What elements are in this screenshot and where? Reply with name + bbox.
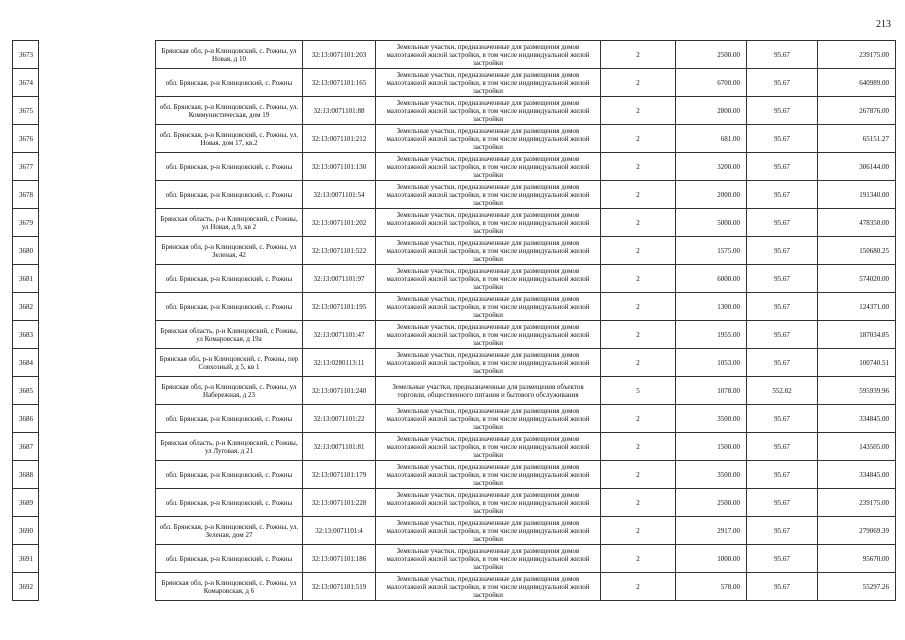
cell-cadastral-value: 595939.96 [818,377,896,405]
cell-row-number: 3682 [13,293,39,321]
cell-cadastral-number: 32:13:0071101:81 [303,433,376,461]
cell-cadastral-value: 124371.00 [818,293,896,321]
cell-row-number: 3681 [13,265,39,293]
cell-area: 6700.00 [676,69,747,97]
cell-row-number: 3690 [13,517,39,545]
cell-permitted-use: Земельные участки, предназначенные для размещения объектов торговли, общественного питания и бытового обслуживания [376,377,601,405]
cell-specific-value: 95.67 [747,125,818,153]
cell-blank [39,237,156,265]
cell-row-number: 3687 [13,433,39,461]
cell-use-group: 2 [601,293,676,321]
page-number: 213 [876,19,891,30]
cell-row-number: 3685 [13,377,39,405]
cell-row-number: 3686 [13,405,39,433]
cell-permitted-use: Земельные участки, предназначенные для размещения домов малоэтажной жилой застройки, в том числе индивидуальной жилой застройки [376,433,601,461]
cell-use-group: 2 [601,321,676,349]
cell-area: 2500.00 [676,41,747,69]
cell-row-number: 3692 [13,573,39,601]
cell-permitted-use: Земельные участки, предназначенные для размещения домов малоэтажной жилой застройки, в том числе индивидуальной жилой застройки [376,349,601,377]
cell-use-group: 2 [601,125,676,153]
cell-address: Брянская обл, р-н Клинцовский, с. Рожны, пер Совхозный, д 5, кв 1 [156,349,303,377]
table-row [13,377,896,405]
cell-blank [39,433,156,461]
cell-row-number: 3680 [13,237,39,265]
cell-use-group: 5 [601,377,676,405]
cell-use-group: 2 [601,41,676,69]
cell-cadastral-value: 187034.85 [818,321,896,349]
cell-permitted-use: Земельные участки, предназначенные для размещения домов малоэтажной жилой застройки, в том числе индивидуальной жилой застройки [376,209,601,237]
cell-cadastral-number: 32:13:0280113:11 [303,349,376,377]
cell-cadastral-number: 32:13:0071101:88 [303,97,376,125]
table-row [13,573,896,601]
cell-blank [39,41,156,69]
cell-cadastral-number: 32:13:0071101:186 [303,545,376,573]
cell-cadastral-number: 32:13:0071101:203 [303,41,376,69]
cell-cadastral-number: 32:13:0071101:47 [303,321,376,349]
cell-use-group: 2 [601,97,676,125]
cell-cadastral-value: 55297.26 [818,573,896,601]
cell-address: Брянская область, р-н Клинцовский, с Рожны, ул Новая, д 9, кв 2 [156,209,303,237]
table-row [13,265,896,293]
cell-use-group: 2 [601,181,676,209]
cell-use-group: 2 [601,433,676,461]
cell-permitted-use: Земельные участки, предназначенные для размещения домов малоэтажной жилой застройки, в том числе индивидуальной жилой застройки [376,153,601,181]
cell-address: обл. Брянская, р-н Клинцовский, с. Рожны [156,545,303,573]
table-row [13,69,896,97]
cell-specific-value: 95.67 [747,181,818,209]
cell-cadastral-number: 32:13:0071101:165 [303,69,376,97]
cell-use-group: 2 [601,461,676,489]
cell-address: обл. Брянская, р-н Клинцовский, с. Рожны, ул. Новая, дом 17, кв.2 [156,125,303,153]
table-row [13,41,896,69]
cell-permitted-use: Земельные участки, предназначенные для размещения домов малоэтажной жилой застройки, в том числе индивидуальной жилой застройки [376,181,601,209]
cell-specific-value: 95.67 [747,237,818,265]
cell-cadastral-value: 279069.39 [818,517,896,545]
cell-specific-value: 95.67 [747,69,818,97]
cell-specific-value: 95.67 [747,153,818,181]
table-row [13,461,896,489]
cell-row-number: 3676 [13,125,39,153]
cell-address: обл. Брянская, р-н Клинцовский, с. Рожны [156,153,303,181]
cell-blank [39,349,156,377]
cell-cadastral-value: 100740.51 [818,349,896,377]
cell-use-group: 2 [601,209,676,237]
cell-specific-value: 95.67 [747,321,818,349]
cell-cadastral-number: 32:13:0071101:202 [303,209,376,237]
cell-specific-value: 95.67 [747,517,818,545]
cell-cadastral-number: 32:13:0071101:54 [303,181,376,209]
cell-specific-value: 552.82 [747,377,818,405]
table-row [13,293,896,321]
table-row [13,97,896,125]
cell-cadastral-number: 32:13:0071101:522 [303,237,376,265]
cell-blank [39,545,156,573]
cell-specific-value: 95.67 [747,209,818,237]
cell-area: 1500.00 [676,433,747,461]
cell-cadastral-value: 143505.00 [818,433,896,461]
cell-specific-value: 95.67 [747,545,818,573]
cell-row-number: 3673 [13,41,39,69]
cell-permitted-use: Земельные участки, предназначенные для размещения домов малоэтажной жилой застройки, в том числе индивидуальной жилой застройки [376,69,601,97]
cell-specific-value: 95.67 [747,97,818,125]
cell-row-number: 3684 [13,349,39,377]
cell-address: обл. Брянская, р-н Клинцовский, с. Рожны [156,265,303,293]
cell-cadastral-number: 32:13:0071101:179 [303,461,376,489]
cell-cadastral-value: 65151.27 [818,125,896,153]
cell-blank [39,69,156,97]
cell-specific-value: 95.67 [747,293,818,321]
cell-use-group: 2 [601,489,676,517]
table-row [13,237,896,265]
table-row [13,405,896,433]
cell-cadastral-number: 32:13:0071101:228 [303,489,376,517]
cell-cadastral-value: 95670.00 [818,545,896,573]
cell-cadastral-number: 32:13:0071101:212 [303,125,376,153]
cell-cadastral-value: 478350.00 [818,209,896,237]
cell-address: Брянская область, р-н Клинцовский, с Рожны, ул Луговая, д 21 [156,433,303,461]
cell-blank [39,125,156,153]
table-row [13,321,896,349]
cell-cadastral-value: 574020.00 [818,265,896,293]
cell-use-group: 2 [601,237,676,265]
cell-blank [39,405,156,433]
cell-area: 3500.00 [676,461,747,489]
cell-address: обл. Брянская, р-н Клинцовский, с. Рожны [156,69,303,97]
table-row [13,349,896,377]
cell-permitted-use: Земельные участки, предназначенные для размещения домов малоэтажной жилой застройки, в том числе индивидуальной жилой застройки [376,97,601,125]
cell-area: 6000.00 [676,265,747,293]
cell-cadastral-value: 239175.00 [818,41,896,69]
cell-cadastral-value: 267876.00 [818,97,896,125]
cell-area: 1000.00 [676,545,747,573]
cell-specific-value: 95.67 [747,265,818,293]
cell-row-number: 3689 [13,489,39,517]
cell-area: 1955.00 [676,321,747,349]
cell-permitted-use: Земельные участки, предназначенные для размещения домов малоэтажной жилой застройки, в том числе индивидуальной жилой застройки [376,405,601,433]
table-row [13,545,896,573]
table-row [13,433,896,461]
cell-area: 1053.00 [676,349,747,377]
cell-area: 578.00 [676,573,747,601]
cell-use-group: 2 [601,265,676,293]
cell-cadastral-value: 334845.00 [818,405,896,433]
cell-area: 2800.00 [676,97,747,125]
cell-blank [39,461,156,489]
cell-blank [39,265,156,293]
cell-blank [39,293,156,321]
cell-use-group: 2 [601,349,676,377]
cell-area: 5000.00 [676,209,747,237]
table-row [13,125,896,153]
cell-specific-value: 95.67 [747,573,818,601]
cell-row-number: 3674 [13,69,39,97]
cell-cadastral-value: 239175.00 [818,489,896,517]
cell-row-number: 3679 [13,209,39,237]
cell-cadastral-value: 191340.00 [818,181,896,209]
cell-address: обл. Брянская, р-н Клинцовский, с. Рожны [156,489,303,517]
cell-address: обл. Брянская, р-н Клинцовский, с. Рожны [156,405,303,433]
cell-row-number: 3688 [13,461,39,489]
cell-address: Брянская обл, р-н Клинцовский, с. Рожны, ул Комаровская, д 6 [156,573,303,601]
cell-blank [39,489,156,517]
cell-cadastral-value: 334845.00 [818,461,896,489]
cell-address: обл. Брянская, р-н Клинцовский, с. Рожны [156,461,303,489]
cell-permitted-use: Земельные участки, предназначенные для размещения домов малоэтажной жилой застройки, в том числе индивидуальной жилой застройки [376,125,601,153]
cell-area: 1300.00 [676,293,747,321]
cell-specific-value: 95.67 [747,349,818,377]
cell-row-number: 3683 [13,321,39,349]
cell-permitted-use: Земельные участки, предназначенные для размещения домов малоэтажной жилой застройки, в том числе индивидуальной жилой застройки [376,41,601,69]
cell-permitted-use: Земельные участки, предназначенные для размещения домов малоэтажной жилой застройки, в том числе индивидуальной жилой застройки [376,461,601,489]
cell-cadastral-number: 32:13:0071101:195 [303,293,376,321]
cell-address: Брянская область, р-н Клинцовский, с Рожны, ул Комаровская, д 19а [156,321,303,349]
cell-blank [39,321,156,349]
cell-cadastral-number: 32:13:0071101:130 [303,153,376,181]
cell-permitted-use: Земельные участки, предназначенные для размещения домов малоэтажной жилой застройки, в том числе индивидуальной жилой застройки [376,517,601,545]
cell-cadastral-number: 32:13:0071101:240 [303,377,376,405]
cell-use-group: 2 [601,153,676,181]
cell-permitted-use: Земельные участки, предназначенные для размещения домов малоэтажной жилой застройки, в том числе индивидуальной жилой застройки [376,321,601,349]
cell-cadastral-value: 640989.00 [818,69,896,97]
cell-address: Брянская обл, р-н Клинцовский, с. Рожны, ул Зеленая, 42 [156,237,303,265]
cell-area: 1575.00 [676,237,747,265]
cell-area: 3500.00 [676,405,747,433]
cell-address: Брянская обл, р-н Клинцовский, с. Рожны, ул Набережная, д 23 [156,377,303,405]
cell-cadastral-number: 32:13:0071101:4 [303,517,376,545]
cell-use-group: 2 [601,545,676,573]
table-row [13,153,896,181]
cell-cadastral-number: 32:13:0071101:97 [303,265,376,293]
cell-row-number: 3675 [13,97,39,125]
cell-cadastral-number: 32:13:0071101:22 [303,405,376,433]
cell-blank [39,153,156,181]
cell-blank [39,97,156,125]
cell-area: 681.00 [676,125,747,153]
cell-specific-value: 95.67 [747,405,818,433]
cell-address: обл. Брянская, р-н Клинцовский, с. Рожны [156,181,303,209]
cell-cadastral-value: 306144.00 [818,153,896,181]
cell-use-group: 2 [601,517,676,545]
cell-cadastral-value: 150680.25 [818,237,896,265]
cell-specific-value: 95.67 [747,489,818,517]
cell-row-number: 3677 [13,153,39,181]
cell-area: 2000.00 [676,181,747,209]
cell-blank [39,377,156,405]
cell-blank [39,573,156,601]
cell-area: 2917.00 [676,517,747,545]
cell-permitted-use: Земельные участки, предназначенные для размещения домов малоэтажной жилой застройки, в том числе индивидуальной жилой застройки [376,545,601,573]
cell-address: обл. Брянская, р-н Клинцовский, с. Рожны [156,293,303,321]
cell-use-group: 2 [601,573,676,601]
table-row [13,517,896,545]
table-row [13,181,896,209]
cell-use-group: 2 [601,69,676,97]
cell-permitted-use: Земельные участки, предназначенные для размещения домов малоэтажной жилой застройки, в том числе индивидуальной жилой застройки [376,573,601,601]
cell-row-number: 3691 [13,545,39,573]
cell-cadastral-number: 32:13:0071101:519 [303,573,376,601]
cell-address: Брянская обл, р-н Клинцовский, с. Рожны, ул Новая, д 10 [156,41,303,69]
cell-area: 2500.00 [676,489,747,517]
cell-specific-value: 95.67 [747,41,818,69]
cell-row-number: 3678 [13,181,39,209]
cell-use-group: 2 [601,405,676,433]
cell-permitted-use: Земельные участки, предназначенные для размещения домов малоэтажной жилой застройки, в том числе индивидуальной жилой застройки [376,293,601,321]
cell-address: обл. Брянская, р-н Клинцовский, с. Рожны, ул. Зеленая, дом 27 [156,517,303,545]
cell-specific-value: 95.67 [747,433,818,461]
cell-permitted-use: Земельные участки, предназначенные для размещения домов малоэтажной жилой застройки, в том числе индивидуальной жилой застройки [376,265,601,293]
cell-address: обл. Брянская, р-н Клинцовский, с. Рожны, ул. Коммунистическая, дом 19 [156,97,303,125]
table-row [13,489,896,517]
cell-permitted-use: Земельные участки, предназначенные для размещения домов малоэтажной жилой застройки, в том числе индивидуальной жилой застройки [376,489,601,517]
cell-specific-value: 95.67 [747,461,818,489]
table-row [13,209,896,237]
cell-permitted-use: Земельные участки, предназначенные для размещения домов малоэтажной жилой застройки, в том числе индивидуальной жилой застройки [376,237,601,265]
cell-area: 3200.00 [676,153,747,181]
cell-area: 1078.00 [676,377,747,405]
cadastral-value-table [12,40,896,601]
cell-blank [39,517,156,545]
cell-blank [39,209,156,237]
cell-blank [39,181,156,209]
